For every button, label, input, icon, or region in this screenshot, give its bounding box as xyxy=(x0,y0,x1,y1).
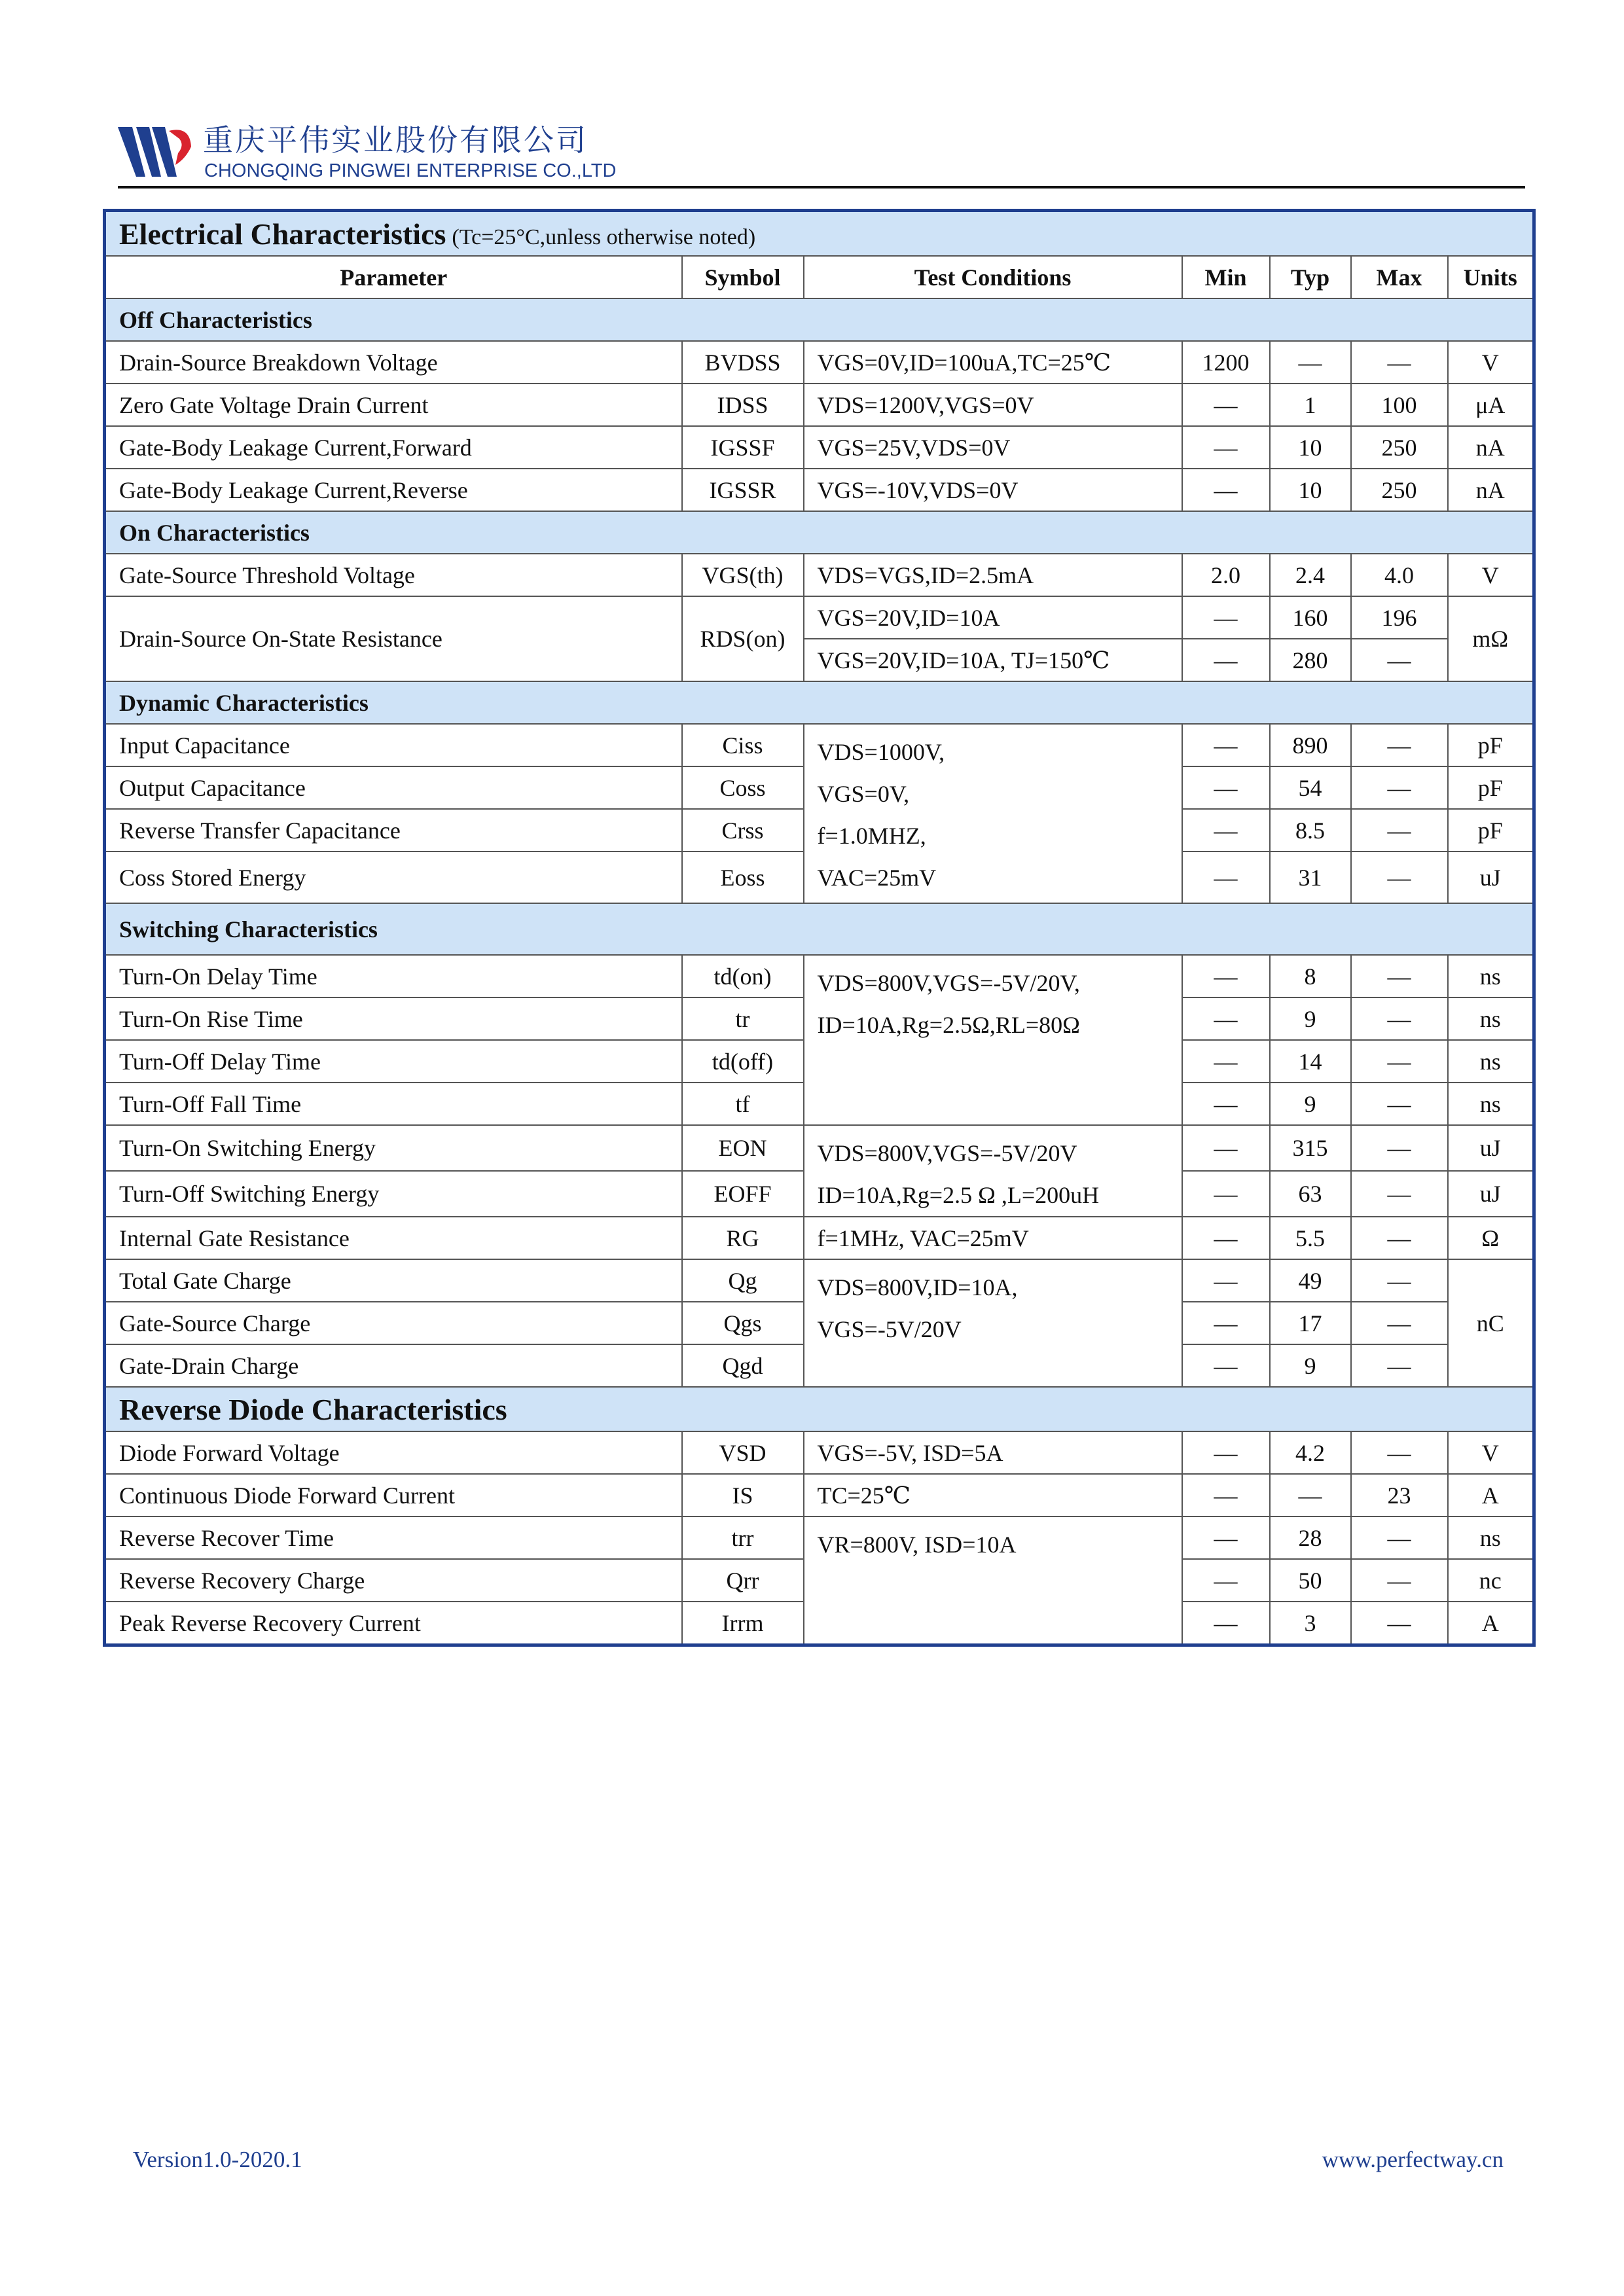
param-cell: Turn-On Switching Energy xyxy=(105,1125,682,1171)
unit-cell: nA xyxy=(1448,426,1534,469)
max-cell: — xyxy=(1351,1259,1448,1302)
min-cell: — xyxy=(1182,1431,1270,1474)
symbol-cell: IDSS xyxy=(682,384,804,426)
header-divider xyxy=(118,186,1525,188)
typ-cell: 9 xyxy=(1270,997,1351,1040)
condition-cell: TC=25℃ xyxy=(804,1474,1182,1516)
section-switching xyxy=(105,903,1534,955)
condition-cell: VDS=VGS,ID=2.5mA xyxy=(804,554,1182,596)
table-row xyxy=(105,341,1534,384)
condition-cell: VGS=20V,ID=10A, TJ=150℃ xyxy=(804,639,1182,681)
min-cell: — xyxy=(1182,1171,1270,1217)
symbol-cell: tf xyxy=(682,1083,804,1125)
param-cell: Internal Gate Resistance xyxy=(105,1217,682,1259)
param-cell: Turn-On Rise Time xyxy=(105,997,682,1040)
typ-cell: 49 xyxy=(1270,1259,1351,1302)
min-cell: — xyxy=(1182,639,1270,681)
unit-cell: V xyxy=(1448,554,1534,596)
param-cell: Reverse Transfer Capacitance xyxy=(105,809,682,852)
symbol-cell: VSD xyxy=(682,1431,804,1474)
param-cell: Turn-Off Delay Time xyxy=(105,1040,682,1083)
param-cell: Gate-Body Leakage Current,Reverse xyxy=(105,469,682,511)
electrical-characteristics-table xyxy=(103,209,1536,1647)
min-cell: — xyxy=(1182,1344,1270,1387)
table-row xyxy=(105,724,1534,766)
condition-cell: VGS=20V,ID=10A xyxy=(804,596,1182,639)
unit-cell: uJ xyxy=(1448,852,1534,903)
table-row xyxy=(105,1259,1534,1302)
min-cell: — xyxy=(1182,1125,1270,1171)
typ-cell: 315 xyxy=(1270,1125,1351,1171)
unit-cell: μA xyxy=(1448,384,1534,426)
unit-cell: ns xyxy=(1448,1040,1534,1083)
max-cell: 100 xyxy=(1351,384,1448,426)
symbol-cell: Ciss xyxy=(682,724,804,766)
column-header: Typ xyxy=(1270,256,1351,298)
symbol-cell: trr xyxy=(682,1516,804,1559)
min-cell: — xyxy=(1182,1083,1270,1125)
min-cell: — xyxy=(1182,1217,1270,1259)
typ-cell: 63 xyxy=(1270,1171,1351,1217)
unit-cell: pF xyxy=(1448,766,1534,809)
column-header-row xyxy=(105,256,1534,298)
table-row xyxy=(105,1125,1534,1171)
symbol-cell: RDS(on) xyxy=(682,596,804,681)
min-cell: — xyxy=(1182,1302,1270,1344)
symbol-cell: td(off) xyxy=(682,1040,804,1083)
param-cell: Turn-Off Fall Time xyxy=(105,1083,682,1125)
condition-cell xyxy=(804,1125,1182,1217)
max-cell: 250 xyxy=(1351,469,1448,511)
min-cell: — xyxy=(1182,1474,1270,1516)
condition-cell: VGS=-5V, ISD=5A xyxy=(804,1431,1182,1474)
symbol-cell: EON xyxy=(682,1125,804,1171)
max-cell: — xyxy=(1351,766,1448,809)
unit-cell: uJ xyxy=(1448,1125,1534,1171)
symbol-cell: Qgs xyxy=(682,1302,804,1344)
table-row xyxy=(105,1516,1534,1559)
version-label: Version1.0-2020.1 xyxy=(133,2147,302,2172)
typ-cell: 31 xyxy=(1270,852,1351,903)
section-reverse-diode xyxy=(105,1387,1534,1431)
max-cell: — xyxy=(1351,1516,1448,1559)
symbol-cell: Qgd xyxy=(682,1344,804,1387)
param-cell: Zero Gate Voltage Drain Current xyxy=(105,384,682,426)
max-cell: 4.0 xyxy=(1351,554,1448,596)
condition-line: VAC=25mV xyxy=(817,865,937,891)
param-cell: Gate-Drain Charge xyxy=(105,1344,682,1387)
min-cell: — xyxy=(1182,1559,1270,1602)
condition-cell: VGS=0V,ID=100uA,TC=25℃ xyxy=(804,341,1182,384)
min-cell: — xyxy=(1182,1040,1270,1083)
param-cell: Continuous Diode Forward Current xyxy=(105,1474,682,1516)
max-cell: — xyxy=(1351,341,1448,384)
symbol-cell: RG xyxy=(682,1217,804,1259)
section-off xyxy=(105,298,1534,341)
condition-line: ID=10A,Rg=2.5 Ω ,L=200uH xyxy=(817,1182,1100,1208)
typ-cell: 10 xyxy=(1270,469,1351,511)
symbol-cell: IGSSR xyxy=(682,469,804,511)
table-row xyxy=(105,955,1534,997)
min-cell: — xyxy=(1182,766,1270,809)
section-label: Switching Characteristics xyxy=(105,903,1534,955)
typ-cell: 28 xyxy=(1270,1516,1351,1559)
column-header: Symbol xyxy=(682,256,804,298)
min-cell: — xyxy=(1182,1602,1270,1645)
symbol-cell: VGS(th) xyxy=(682,554,804,596)
symbol-cell: Crss xyxy=(682,809,804,852)
max-cell: — xyxy=(1351,724,1448,766)
param-cell: Turn-On Delay Time xyxy=(105,955,682,997)
param-cell: Gate-Source Threshold Voltage xyxy=(105,554,682,596)
typ-cell: 8.5 xyxy=(1270,809,1351,852)
column-header: Parameter xyxy=(105,256,682,298)
typ-cell: 10 xyxy=(1270,426,1351,469)
param-cell: Gate-Body Leakage Current,Forward xyxy=(105,426,682,469)
table-title: Electrical Characteristics xyxy=(119,217,446,251)
condition-cell xyxy=(804,1259,1182,1387)
typ-cell: 5.5 xyxy=(1270,1217,1351,1259)
condition-line: VDS=1000V, xyxy=(817,739,945,765)
company-name-cn: 重庆平伟实业股份有限公司 xyxy=(203,122,588,158)
typ-cell: 890 xyxy=(1270,724,1351,766)
typ-cell: 2.4 xyxy=(1270,554,1351,596)
param-cell: Reverse Recovery Charge xyxy=(105,1559,682,1602)
min-cell: — xyxy=(1182,1259,1270,1302)
max-cell: — xyxy=(1351,1217,1448,1259)
max-cell: — xyxy=(1351,1559,1448,1602)
condition-line: VGS=-5V/20V xyxy=(817,1316,962,1342)
param-cell: Reverse Recover Time xyxy=(105,1516,682,1559)
typ-cell: 1 xyxy=(1270,384,1351,426)
symbol-cell: EOFF xyxy=(682,1171,804,1217)
unit-cell: V xyxy=(1448,1431,1534,1474)
condition-cell: VDS=1200V,VGS=0V xyxy=(804,384,1182,426)
max-cell: 250 xyxy=(1351,426,1448,469)
table-row xyxy=(105,1474,1534,1516)
min-cell: — xyxy=(1182,955,1270,997)
column-header: Test Conditions xyxy=(804,256,1182,298)
section-on xyxy=(105,511,1534,554)
table-row xyxy=(105,1217,1534,1259)
unit-cell: pF xyxy=(1448,809,1534,852)
condition-cell: VGS=-10V,VDS=0V xyxy=(804,469,1182,511)
column-header: Min xyxy=(1182,256,1270,298)
column-header: Max xyxy=(1351,256,1448,298)
symbol-cell: Coss xyxy=(682,766,804,809)
max-cell: — xyxy=(1351,1431,1448,1474)
table-title-row xyxy=(105,211,1534,257)
unit-cell: ns xyxy=(1448,997,1534,1040)
section-label: On Characteristics xyxy=(105,511,1534,554)
section-label: Off Characteristics xyxy=(105,298,1534,341)
min-cell: — xyxy=(1182,426,1270,469)
table-title-note: (Tc=25°C,unless otherwise noted) xyxy=(452,224,756,249)
min-cell: — xyxy=(1182,1516,1270,1559)
table-row xyxy=(105,384,1534,426)
condition-line: VDS=800V,VGS=-5V/20V, xyxy=(817,970,1080,996)
condition-line: VDS=800V,ID=10A, xyxy=(817,1274,1018,1300)
param-cell: Turn-Off Switching Energy xyxy=(105,1171,682,1217)
unit-cell: A xyxy=(1448,1602,1534,1645)
max-cell: — xyxy=(1351,639,1448,681)
max-cell: — xyxy=(1351,1302,1448,1344)
min-cell: — xyxy=(1182,469,1270,511)
max-cell: — xyxy=(1351,1602,1448,1645)
min-cell: — xyxy=(1182,852,1270,903)
condition-cell: f=1MHz, VAC=25mV xyxy=(804,1217,1182,1259)
param-cell: Coss Stored Energy xyxy=(105,852,682,903)
unit-cell: ns xyxy=(1448,1516,1534,1559)
max-cell: 196 xyxy=(1351,596,1448,639)
page-header xyxy=(118,111,1525,190)
min-cell: — xyxy=(1182,384,1270,426)
website-link[interactable]: www.perfectway.cn xyxy=(1322,2147,1504,2172)
symbol-cell: Irrm xyxy=(682,1602,804,1645)
typ-cell: 14 xyxy=(1270,1040,1351,1083)
section-label: Reverse Diode Characteristics xyxy=(105,1387,1534,1431)
section-dynamic xyxy=(105,681,1534,724)
max-cell: — xyxy=(1351,1125,1448,1171)
param-cell: Drain-Source Breakdown Voltage xyxy=(105,341,682,384)
symbol-cell: IS xyxy=(682,1474,804,1516)
unit-cell: V xyxy=(1448,341,1534,384)
typ-cell: 3 xyxy=(1270,1602,1351,1645)
section-label: Dynamic Characteristics xyxy=(105,681,1534,724)
company-logo-icon xyxy=(118,119,196,185)
max-cell: — xyxy=(1351,1344,1448,1387)
table-row xyxy=(105,1431,1534,1474)
unit-cell: nA xyxy=(1448,469,1534,511)
min-cell: 2.0 xyxy=(1182,554,1270,596)
param-cell: Total Gate Charge xyxy=(105,1259,682,1302)
unit-cell: Ω xyxy=(1448,1217,1534,1259)
param-cell: Drain-Source On-State Resistance xyxy=(105,596,682,681)
max-cell: — xyxy=(1351,955,1448,997)
max-cell: — xyxy=(1351,1083,1448,1125)
unit-cell: mΩ xyxy=(1448,596,1534,681)
min-cell: — xyxy=(1182,997,1270,1040)
min-cell: — xyxy=(1182,724,1270,766)
max-cell: — xyxy=(1351,1040,1448,1083)
min-cell: 1200 xyxy=(1182,341,1270,384)
typ-cell: 280 xyxy=(1270,639,1351,681)
min-cell: — xyxy=(1182,809,1270,852)
company-name-en: CHONGQING PINGWEI ENTERPRISE CO.,LTD xyxy=(204,160,617,181)
typ-cell: 160 xyxy=(1270,596,1351,639)
symbol-cell: Eoss xyxy=(682,852,804,903)
typ-cell: 8 xyxy=(1270,955,1351,997)
symbol-cell: tr xyxy=(682,997,804,1040)
symbol-cell: BVDSS xyxy=(682,341,804,384)
typ-cell: 50 xyxy=(1270,1559,1351,1602)
param-cell: Diode Forward Voltage xyxy=(105,1431,682,1474)
table-row xyxy=(105,426,1534,469)
unit-cell: nC xyxy=(1448,1259,1534,1387)
max-cell: 23 xyxy=(1351,1474,1448,1516)
typ-cell: — xyxy=(1270,1474,1351,1516)
unit-cell: uJ xyxy=(1448,1171,1534,1217)
unit-cell: nc xyxy=(1448,1559,1534,1602)
unit-cell: pF xyxy=(1448,724,1534,766)
typ-cell: — xyxy=(1270,341,1351,384)
symbol-cell: IGSSF xyxy=(682,426,804,469)
condition-cell xyxy=(804,955,1182,1125)
param-cell: Output Capacitance xyxy=(105,766,682,809)
typ-cell: 9 xyxy=(1270,1083,1351,1125)
min-cell: — xyxy=(1182,596,1270,639)
param-cell: Peak Reverse Recovery Current xyxy=(105,1602,682,1645)
max-cell: — xyxy=(1351,1171,1448,1217)
max-cell: — xyxy=(1351,997,1448,1040)
table-row xyxy=(105,469,1534,511)
table-row xyxy=(105,554,1534,596)
condition-cell: VR=800V, ISD=10A xyxy=(804,1516,1182,1645)
condition-line: VGS=0V, xyxy=(817,781,910,807)
typ-cell: 4.2 xyxy=(1270,1431,1351,1474)
table-row xyxy=(105,596,1534,639)
param-cell: Gate-Source Charge xyxy=(105,1302,682,1344)
condition-cell: VGS=25V,VDS=0V xyxy=(804,426,1182,469)
typ-cell: 54 xyxy=(1270,766,1351,809)
condition-cell xyxy=(804,724,1182,903)
typ-cell: 9 xyxy=(1270,1344,1351,1387)
symbol-cell: Qg xyxy=(682,1259,804,1302)
unit-cell: ns xyxy=(1448,955,1534,997)
unit-cell: ns xyxy=(1448,1083,1534,1125)
unit-cell: A xyxy=(1448,1474,1534,1516)
condition-line: ID=10A,Rg=2.5Ω,RL=80Ω xyxy=(817,1012,1080,1038)
column-header: Units xyxy=(1448,256,1534,298)
condition-line: VDS=800V,VGS=-5V/20V xyxy=(817,1140,1077,1166)
typ-cell: 17 xyxy=(1270,1302,1351,1344)
param-cell: Input Capacitance xyxy=(105,724,682,766)
condition-line: f=1.0MHZ, xyxy=(817,823,926,849)
max-cell: — xyxy=(1351,852,1448,903)
max-cell: — xyxy=(1351,809,1448,852)
symbol-cell: Qrr xyxy=(682,1559,804,1602)
symbol-cell: td(on) xyxy=(682,955,804,997)
